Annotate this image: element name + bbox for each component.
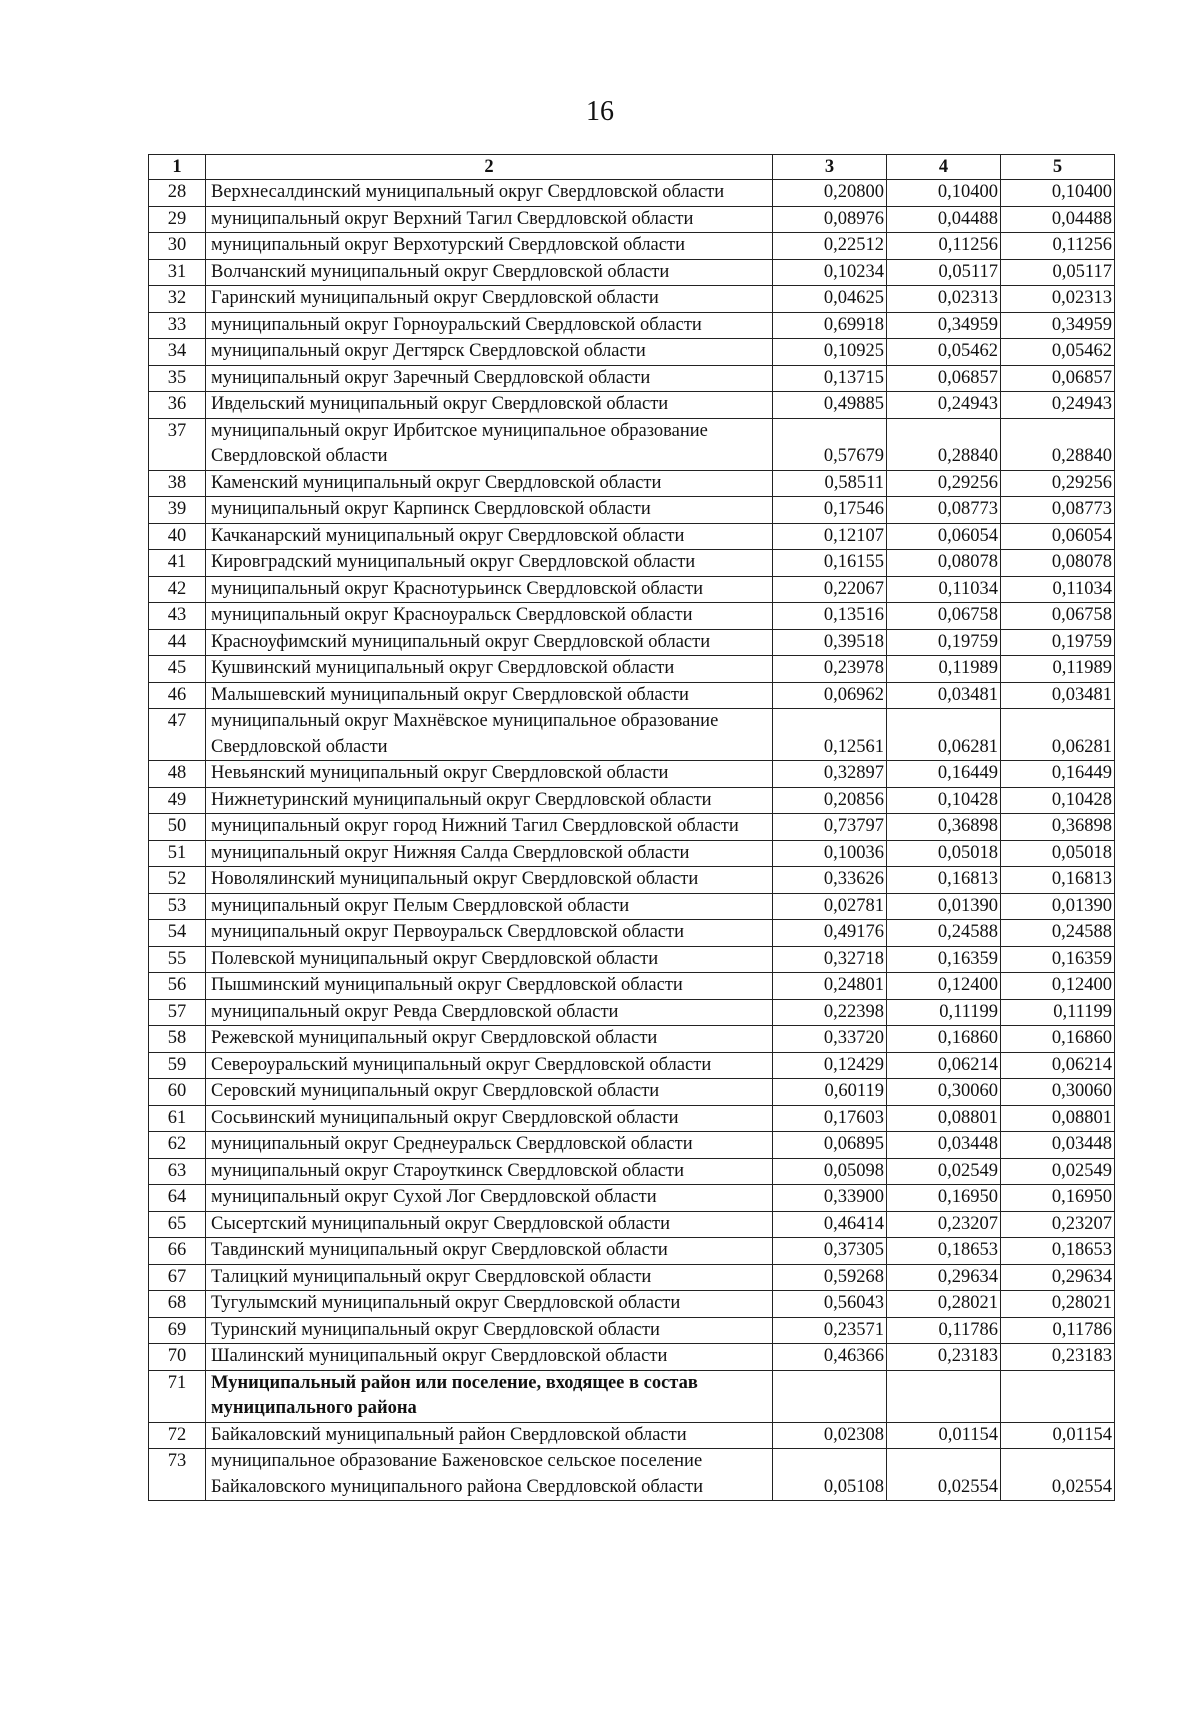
municipality-name: муниципальный округ Нижняя Салда Свердловской области: [206, 840, 773, 867]
row-number: 55: [149, 946, 206, 973]
row-number: 43: [149, 603, 206, 630]
table-row: [149, 1052, 1115, 1079]
value-col-5: 0,02313: [1001, 286, 1115, 313]
table-row: [149, 365, 1115, 392]
value-col-4: 0,01390: [887, 893, 1001, 920]
column-header: 2: [206, 155, 773, 180]
municipality-name: Североуральский муниципальный округ Свердловской области: [206, 1052, 773, 1079]
row-number: 37: [149, 418, 206, 470]
value-col-5: 0,11256: [1001, 233, 1115, 260]
row-number: 70: [149, 1344, 206, 1371]
row-number: 73: [149, 1449, 206, 1501]
table-row: [149, 946, 1115, 973]
value-col-3: 0,59268: [773, 1264, 887, 1291]
value-col-3: 0,37305: [773, 1238, 887, 1265]
table-row: [149, 576, 1115, 603]
value-col-3: 0,24801: [773, 973, 887, 1000]
row-number: 71: [149, 1370, 206, 1422]
value-col-4: 0,12400: [887, 973, 1001, 1000]
municipality-name: Кушвинский муниципальный округ Свердловской области: [206, 656, 773, 683]
table-row: [149, 206, 1115, 233]
value-col-4: 0,05117: [887, 259, 1001, 286]
value-col-5: 0,06758: [1001, 603, 1115, 630]
value-col-3: 0,06962: [773, 682, 887, 709]
municipality-name: муниципальный округ Верхний Тагил Свердловской области: [206, 206, 773, 233]
table-row: [149, 761, 1115, 788]
value-col-4: 0,16449: [887, 761, 1001, 788]
value-col-5: 0,24588: [1001, 920, 1115, 947]
table-row: [149, 629, 1115, 656]
row-number: 72: [149, 1422, 206, 1449]
value-col-3: 0,56043: [773, 1291, 887, 1318]
row-number: 39: [149, 497, 206, 524]
municipality-name: муниципальный округ Махнёвское муниципальное образование Свердловской области: [206, 709, 773, 761]
value-col-5: 0,01154: [1001, 1422, 1115, 1449]
value-col-4: 0,11989: [887, 656, 1001, 683]
row-number: 65: [149, 1211, 206, 1238]
page-number: 16: [586, 96, 614, 127]
value-col-3: 0,46414: [773, 1211, 887, 1238]
value-col-4: 0,06758: [887, 603, 1001, 630]
municipality-name: Талицкий муниципальный округ Свердловской области: [206, 1264, 773, 1291]
data-table: [148, 154, 1115, 1501]
table-row: [149, 1079, 1115, 1106]
value-col-3: 0,10234: [773, 259, 887, 286]
value-col-4: 0,11256: [887, 233, 1001, 260]
table-row: [149, 814, 1115, 841]
value-col-3: 0,08976: [773, 206, 887, 233]
value-col-5: 0,06054: [1001, 523, 1115, 550]
value-col-5: 0,29256: [1001, 470, 1115, 497]
row-number: 49: [149, 787, 206, 814]
table-row: [149, 233, 1115, 260]
value-col-4: 0,06857: [887, 365, 1001, 392]
value-col-5: 0,28840: [1001, 418, 1115, 470]
column-header: 4: [887, 155, 1001, 180]
table-row: [149, 1291, 1115, 1318]
value-col-5: 0,23183: [1001, 1344, 1115, 1371]
value-col-4: 0,24588: [887, 920, 1001, 947]
value-col-3: 0,17603: [773, 1105, 887, 1132]
row-number: 48: [149, 761, 206, 788]
value-col-4: 0,01154: [887, 1422, 1001, 1449]
value-col-5: 0,28021: [1001, 1291, 1115, 1318]
row-number: 64: [149, 1185, 206, 1212]
value-col-3: 0,69918: [773, 312, 887, 339]
value-col-3: 0,58511: [773, 470, 887, 497]
column-header: 3: [773, 155, 887, 180]
value-col-4: 0,10400: [887, 180, 1001, 207]
municipality-name: муниципальный округ Карпинск Свердловской области: [206, 497, 773, 524]
table-row: [149, 1422, 1115, 1449]
row-number: 62: [149, 1132, 206, 1159]
municipality-name: муниципальный округ Верхотурский Свердловской области: [206, 233, 773, 260]
value-col-4: 0,06281: [887, 709, 1001, 761]
value-col-3: 0,39518: [773, 629, 887, 656]
value-col-3: 0,05108: [773, 1449, 887, 1501]
row-number: 52: [149, 867, 206, 894]
value-col-4: 0,11199: [887, 999, 1001, 1026]
table-row: [149, 840, 1115, 867]
row-number: 34: [149, 339, 206, 366]
value-col-5: 0,16950: [1001, 1185, 1115, 1212]
table-row: [149, 603, 1115, 630]
row-number: 47: [149, 709, 206, 761]
value-col-3: 0,13715: [773, 365, 887, 392]
value-col-4: 0,29634: [887, 1264, 1001, 1291]
table-row: [149, 787, 1115, 814]
table-row: [149, 920, 1115, 947]
value-col-4: 0,06214: [887, 1052, 1001, 1079]
value-col-5: 0,05462: [1001, 339, 1115, 366]
table-row: [149, 1026, 1115, 1053]
municipality-name: Нижнетуринский муниципальный округ Свердловской области: [206, 787, 773, 814]
municipality-name: Кировградский муниципальный округ Свердловской области: [206, 550, 773, 577]
row-number: 58: [149, 1026, 206, 1053]
value-col-5: 0,16449: [1001, 761, 1115, 788]
value-col-3: 0,57679: [773, 418, 887, 470]
row-number: 61: [149, 1105, 206, 1132]
row-number: 29: [149, 206, 206, 233]
value-col-4: 0,08078: [887, 550, 1001, 577]
value-col-4: 0,02554: [887, 1449, 1001, 1501]
value-col-3: 0,12429: [773, 1052, 887, 1079]
column-header: 1: [149, 155, 206, 180]
value-col-3: 0,06895: [773, 1132, 887, 1159]
table-row: [149, 259, 1115, 286]
value-col-5: 0,11989: [1001, 656, 1115, 683]
municipality-name: Гаринский муниципальный округ Свердловской области: [206, 286, 773, 313]
value-col-3: 0,49885: [773, 392, 887, 419]
table-row: [149, 1449, 1115, 1501]
value-col-5: 0,08078: [1001, 550, 1115, 577]
value-col-3: 0,33900: [773, 1185, 887, 1212]
table-row: [149, 1105, 1115, 1132]
municipality-name: Новолялинский муниципальный округ Свердловской области: [206, 867, 773, 894]
value-col-3: 0,13516: [773, 603, 887, 630]
table-row: [149, 550, 1115, 577]
row-number: 60: [149, 1079, 206, 1106]
municipality-name: Байкаловский муниципальный район Свердловской области: [206, 1422, 773, 1449]
municipality-name: Качканарский муниципальный округ Свердловской области: [206, 523, 773, 550]
municipality-name: муниципальный округ Ирбитское муниципальное образование Свердловской области: [206, 418, 773, 470]
value-col-4: 0,05018: [887, 840, 1001, 867]
value-col-5: 0,10400: [1001, 180, 1115, 207]
table-row: [149, 312, 1115, 339]
value-col-3: 0,32897: [773, 761, 887, 788]
table-row: [149, 1238, 1115, 1265]
value-col-3: 0,46366: [773, 1344, 887, 1371]
table-row: [149, 1317, 1115, 1344]
value-col-4: 0,36898: [887, 814, 1001, 841]
value-col-4: 0,06054: [887, 523, 1001, 550]
value-col-3: 0,05098: [773, 1158, 887, 1185]
row-number: 46: [149, 682, 206, 709]
value-col-5: [1001, 1370, 1115, 1422]
municipality-name: Сосьвинский муниципальный округ Свердловской области: [206, 1105, 773, 1132]
value-col-5: 0,08801: [1001, 1105, 1115, 1132]
row-number: 57: [149, 999, 206, 1026]
table-row: [149, 339, 1115, 366]
row-number: 53: [149, 893, 206, 920]
municipality-name: муниципальный округ Красноуральск Свердловской области: [206, 603, 773, 630]
row-number: 30: [149, 233, 206, 260]
column-header: 5: [1001, 155, 1115, 180]
municipality-name: муниципальный округ Староуткинск Свердловской области: [206, 1158, 773, 1185]
municipality-name: муниципальный округ город Нижний Тагил Свердловской области: [206, 814, 773, 841]
value-col-5: 0,11034: [1001, 576, 1115, 603]
value-col-3: 0,22398: [773, 999, 887, 1026]
row-number: 38: [149, 470, 206, 497]
value-col-4: 0,34959: [887, 312, 1001, 339]
municipality-name: муниципальное образование Баженовское сельское поселение Байкаловского муниципального района Свердловской области: [206, 1449, 773, 1501]
value-col-3: 0,23978: [773, 656, 887, 683]
row-number: 40: [149, 523, 206, 550]
value-col-3: [773, 1370, 887, 1422]
municipality-name: Тугулымский муниципальный округ Свердловской области: [206, 1291, 773, 1318]
row-number: 63: [149, 1158, 206, 1185]
municipality-name: муниципальный округ Дегтярск Свердловской области: [206, 339, 773, 366]
value-col-5: 0,16813: [1001, 867, 1115, 894]
municipality-name: Сысертский муниципальный округ Свердловской области: [206, 1211, 773, 1238]
value-col-5: 0,02554: [1001, 1449, 1115, 1501]
table-row: [149, 1264, 1115, 1291]
value-col-5: 0,16860: [1001, 1026, 1115, 1053]
row-number: 42: [149, 576, 206, 603]
municipality-name: Малышевский муниципальный округ Свердловской области: [206, 682, 773, 709]
value-col-4: 0,11786: [887, 1317, 1001, 1344]
value-col-5: 0,06857: [1001, 365, 1115, 392]
table-row: [149, 682, 1115, 709]
row-number: 69: [149, 1317, 206, 1344]
table-row: [149, 973, 1115, 1000]
value-col-3: 0,22067: [773, 576, 887, 603]
row-number: 32: [149, 286, 206, 313]
value-col-5: 0,34959: [1001, 312, 1115, 339]
value-col-4: 0,19759: [887, 629, 1001, 656]
value-col-5: 0,06281: [1001, 709, 1115, 761]
value-col-3: 0,32718: [773, 946, 887, 973]
municipality-name: Режевской муниципальный округ Свердловской области: [206, 1026, 773, 1053]
municipality-name: Каменский муниципальный округ Свердловской области: [206, 470, 773, 497]
value-col-5: 0,01390: [1001, 893, 1115, 920]
value-col-4: 0,16359: [887, 946, 1001, 973]
value-col-4: 0,23183: [887, 1344, 1001, 1371]
row-number: 51: [149, 840, 206, 867]
value-col-5: 0,06214: [1001, 1052, 1115, 1079]
row-number: 50: [149, 814, 206, 841]
value-col-4: 0,29256: [887, 470, 1001, 497]
value-col-4: 0,23207: [887, 1211, 1001, 1238]
table-row: [149, 709, 1115, 761]
row-number: 36: [149, 392, 206, 419]
value-col-4: 0,11034: [887, 576, 1001, 603]
municipality-name: Ивдельский муниципальный округ Свердловской области: [206, 392, 773, 419]
table-row: [149, 867, 1115, 894]
value-col-4: 0,03448: [887, 1132, 1001, 1159]
value-col-5: 0,36898: [1001, 814, 1115, 841]
municipality-name: муниципальный округ Заречный Свердловской области: [206, 365, 773, 392]
value-col-4: 0,02549: [887, 1158, 1001, 1185]
table-row: [149, 523, 1115, 550]
table-row: [149, 656, 1115, 683]
value-col-5: 0,05018: [1001, 840, 1115, 867]
municipality-name: муниципальный округ Горноуральский Свердловской области: [206, 312, 773, 339]
table-row: [149, 418, 1115, 470]
value-col-3: 0,20800: [773, 180, 887, 207]
row-number: 41: [149, 550, 206, 577]
table-row: [149, 999, 1115, 1026]
table-row: [149, 470, 1115, 497]
value-col-3: 0,73797: [773, 814, 887, 841]
value-col-3: 0,22512: [773, 233, 887, 260]
value-col-4: [887, 1370, 1001, 1422]
value-col-5: 0,10428: [1001, 787, 1115, 814]
table-row: [149, 1185, 1115, 1212]
municipality-name: Тавдинский муниципальный округ Свердловской области: [206, 1238, 773, 1265]
value-col-4: 0,03481: [887, 682, 1001, 709]
value-col-4: 0,16860: [887, 1026, 1001, 1053]
value-col-3: 0,23571: [773, 1317, 887, 1344]
value-col-5: 0,02549: [1001, 1158, 1115, 1185]
row-number: 35: [149, 365, 206, 392]
value-col-5: 0,18653: [1001, 1238, 1115, 1265]
value-col-4: 0,18653: [887, 1238, 1001, 1265]
value-col-4: 0,30060: [887, 1079, 1001, 1106]
value-col-3: 0,33720: [773, 1026, 887, 1053]
table-row: [149, 497, 1115, 524]
value-col-3: 0,16155: [773, 550, 887, 577]
table-row: [149, 180, 1115, 207]
value-col-3: 0,02781: [773, 893, 887, 920]
row-number: 54: [149, 920, 206, 947]
row-number: 66: [149, 1238, 206, 1265]
value-col-5: 0,05117: [1001, 259, 1115, 286]
row-number: 68: [149, 1291, 206, 1318]
table-header-row: [149, 155, 1115, 180]
value-col-4: 0,16950: [887, 1185, 1001, 1212]
value-col-4: 0,10428: [887, 787, 1001, 814]
value-col-3: 0,12107: [773, 523, 887, 550]
municipality-name: Туринский муниципальный округ Свердловской области: [206, 1317, 773, 1344]
table-row: [149, 1344, 1115, 1371]
municipality-name: Пышминский муниципальный округ Свердловской области: [206, 973, 773, 1000]
row-number: 59: [149, 1052, 206, 1079]
value-col-5: 0,04488: [1001, 206, 1115, 233]
value-col-4: 0,02313: [887, 286, 1001, 313]
value-col-4: 0,28021: [887, 1291, 1001, 1318]
table-row: [149, 1158, 1115, 1185]
municipality-name: Невьянский муниципальный округ Свердловской области: [206, 761, 773, 788]
municipality-name: муниципальный округ Первоуральск Свердловской области: [206, 920, 773, 947]
municipality-name: муниципальный округ Пелым Свердловской области: [206, 893, 773, 920]
municipality-name: муниципальный округ Краснотурьинск Свердловской области: [206, 576, 773, 603]
municipality-name: муниципальный округ Сухой Лог Свердловской области: [206, 1185, 773, 1212]
municipality-name: муниципальный округ Ревда Свердловской области: [206, 999, 773, 1026]
row-number: 44: [149, 629, 206, 656]
table-row: [149, 392, 1115, 419]
value-col-3: 0,10036: [773, 840, 887, 867]
value-col-5: 0,19759: [1001, 629, 1115, 656]
value-col-5: 0,03481: [1001, 682, 1115, 709]
municipality-name: муниципальный округ Среднеуральск Свердловской области: [206, 1132, 773, 1159]
table-row: [149, 1132, 1115, 1159]
value-col-4: 0,05462: [887, 339, 1001, 366]
value-col-4: 0,16813: [887, 867, 1001, 894]
row-number: 28: [149, 180, 206, 207]
value-col-4: 0,04488: [887, 206, 1001, 233]
table-row: [149, 893, 1115, 920]
value-col-3: 0,33626: [773, 867, 887, 894]
value-col-3: 0,17546: [773, 497, 887, 524]
value-col-5: 0,16359: [1001, 946, 1115, 973]
value-col-5: 0,24943: [1001, 392, 1115, 419]
row-number: 31: [149, 259, 206, 286]
municipality-name: Волчанский муниципальный округ Свердловской области: [206, 259, 773, 286]
value-col-3: 0,02308: [773, 1422, 887, 1449]
value-col-5: 0,03448: [1001, 1132, 1115, 1159]
value-col-5: 0,30060: [1001, 1079, 1115, 1106]
value-col-4: 0,24943: [887, 392, 1001, 419]
municipality-name: Верхнесалдинский муниципальный округ Свердловской области: [206, 180, 773, 207]
row-number: 45: [149, 656, 206, 683]
value-col-5: 0,11199: [1001, 999, 1115, 1026]
table-row: [149, 286, 1115, 313]
value-col-3: 0,04625: [773, 286, 887, 313]
value-col-5: 0,23207: [1001, 1211, 1115, 1238]
value-col-3: 0,60119: [773, 1079, 887, 1106]
value-col-5: 0,12400: [1001, 973, 1115, 1000]
municipality-name: Муниципальный район или поселение, входящее в состав муниципального района: [206, 1370, 773, 1422]
row-number: 56: [149, 973, 206, 1000]
value-col-4: 0,28840: [887, 418, 1001, 470]
municipality-name: Шалинский муниципальный округ Свердловской области: [206, 1344, 773, 1371]
table-row: [149, 1370, 1115, 1422]
value-col-3: 0,12561: [773, 709, 887, 761]
table-row: [149, 1211, 1115, 1238]
value-col-5: 0,29634: [1001, 1264, 1115, 1291]
value-col-3: 0,49176: [773, 920, 887, 947]
value-col-5: 0,08773: [1001, 497, 1115, 524]
value-col-4: 0,08801: [887, 1105, 1001, 1132]
row-number: 67: [149, 1264, 206, 1291]
value-col-4: 0,08773: [887, 497, 1001, 524]
value-col-3: 0,10925: [773, 339, 887, 366]
municipality-name: Красноуфимский муниципальный округ Свердловской области: [206, 629, 773, 656]
municipality-name: Полевской муниципальный округ Свердловской области: [206, 946, 773, 973]
row-number: 33: [149, 312, 206, 339]
value-col-3: 0,20856: [773, 787, 887, 814]
value-col-5: 0,11786: [1001, 1317, 1115, 1344]
municipality-name: Серовский муниципальный округ Свердловской области: [206, 1079, 773, 1106]
